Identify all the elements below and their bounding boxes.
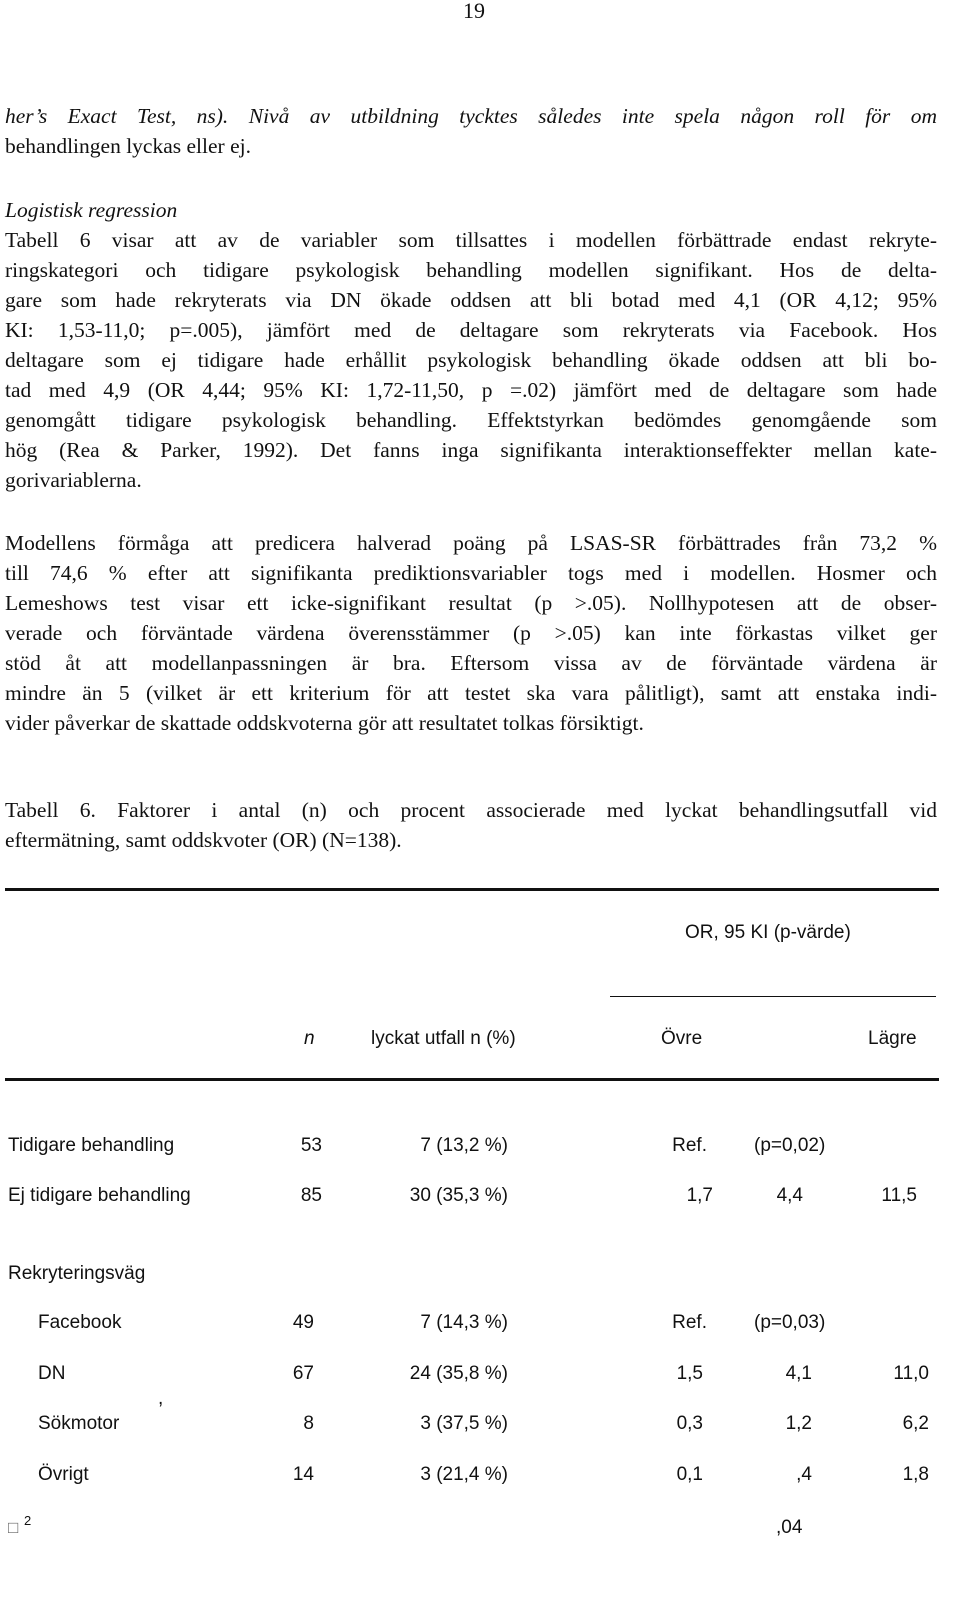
caption-line: eftermätning, samt oddskvoter (OR) (N=138). (5, 828, 402, 852)
cell-n: 8 (303, 1413, 314, 1434)
cell-lyckat: 24 (35,8 %) (409, 1363, 508, 1384)
cell-ovre: 1,2 (785, 1413, 812, 1434)
cell-n: 53 (300, 1135, 322, 1156)
cell-n: 67 (292, 1363, 314, 1384)
row-label: Ej tidigare behandling (8, 1185, 191, 1206)
page-number: 19 (463, 0, 485, 23)
paragraph-line: ringskategori och tidigare psykologisk behandling modellen signifikant. Hos de delta- (5, 258, 937, 282)
cell-or: 0,1 (676, 1464, 703, 1485)
cell-lyckat: 7 (14,3 %) (420, 1312, 508, 1333)
cell-or: 1,7 (686, 1185, 713, 1206)
chi-square-superscript: 2 (24, 1513, 32, 1528)
group-label: Rekryteringsväg (8, 1263, 146, 1284)
column-header-lyckat: lyckat utfall n (%) (371, 1028, 516, 1049)
cell-or: Ref. (672, 1135, 707, 1156)
paragraph-line: hög (Rea & Parker, 1992). Det fanns inga signifikanta interaktionseffekter mellan kate- (5, 438, 937, 462)
paragraph-line: tad med 4,9 (OR 4,44; 95% KI: 1,72-11,50, p =.02) jämfört med de deltagare som hade (5, 378, 937, 402)
cell-lagre: 1,8 (902, 1464, 929, 1485)
paragraph-line: vider påverkar de skattade oddskvoterna gör att resultatet tolkas försiktigt. (5, 711, 644, 735)
paragraph-line: KI: 1,53-11,0; p=.005), jämfört med de deltagare som rekryterats via Facebook. Hos (5, 318, 937, 342)
cell-ovre: ,4 (796, 1464, 812, 1485)
cell-lyckat: 30 (35,3 %) (409, 1185, 508, 1206)
cell-ovre: (p=0,02) (754, 1135, 826, 1156)
paragraph-line: verade och förväntade värdena överensstämmer (p >.05) kan inte förkastas vilket ger (5, 621, 937, 645)
paragraph-line: till 74,6 % efter att signifikanta prediktionsvariabler togs med i modellen. Hosmer och (5, 561, 937, 585)
or-group-header: OR, 95 KI (p-värde) (685, 922, 851, 943)
stray-comma: , (158, 1388, 164, 1409)
cell-ovre: (p=0,03) (754, 1312, 826, 1333)
cell-lagre: 11,0 (893, 1363, 929, 1384)
row-label: Övrigt (38, 1464, 89, 1485)
caption-line: Tabell 6. Faktorer i antal (n) och procent associerade med lyckat behandlingsutfall vid (5, 798, 937, 822)
paragraph-results (5, 225, 937, 495)
paragraph-line: Lemeshows test visar ett icke-signifikant resultat (p >.05). Nollhypotesen att de obser- (5, 591, 937, 615)
cell-or: Ref. (672, 1312, 707, 1333)
paragraph-line: genomgått tidigare psykologisk behandling. Effektstyrkan bedömdes genomgående som (5, 408, 937, 432)
cell-lyckat: 7 (13,2 %) (420, 1135, 508, 1156)
paragraph-intro (5, 101, 937, 161)
section-heading: Logistisk regression (5, 198, 178, 222)
paragraph-line: deltagare som ej tidigare hade erhållit psykologisk behandling ökade oddsen att bli bo- (5, 348, 937, 372)
table-caption (5, 795, 937, 855)
cell-n: 85 (300, 1185, 322, 1206)
row-label: Tidigare behandling (8, 1135, 175, 1156)
cell-lagre: 11,5 (881, 1185, 917, 1206)
paragraph-line: mindre än 5 (vilket är ett kriterium för att testet ska vara pålitligt), samt att enstaka indi- (5, 681, 937, 705)
paragraph-line: gorivariablerna. (5, 468, 142, 492)
chi-square-symbol-icon: □ (8, 1518, 19, 1537)
row-label: Facebook (38, 1312, 122, 1333)
cell-lyckat: 3 (37,5 %) (420, 1413, 508, 1434)
table-header-rule (5, 1078, 939, 1081)
paragraph-line: stöd åt att modellanpassningen är bra. Eftersom vissa av de förväntade värdena är (5, 651, 937, 675)
row-label: DN (38, 1363, 66, 1384)
paragraph-line: gare som hade rekryterats via DN ökade oddsen att bli botad med 4,1 (OR 4,12; 95% (5, 288, 937, 312)
cell-or: 1,5 (676, 1363, 703, 1384)
cell-or: 0,3 (676, 1413, 703, 1434)
paragraph-line: behandlingen lyckas eller ej. (5, 134, 251, 158)
paragraph-line: her’s Exact Test, ns). Nivå av utbildning tycktes således inte spela någon roll för om (5, 104, 937, 128)
row-label: Sökmotor (38, 1413, 120, 1434)
cell-ovre: 4,1 (785, 1363, 812, 1384)
column-header-ovre: Övre (661, 1028, 703, 1049)
cell-ovre: 4,4 (776, 1185, 803, 1206)
cell-lyckat: 3 (21,4 %) (420, 1464, 508, 1485)
cell-lagre: 6,2 (902, 1413, 929, 1434)
paragraph-model (5, 528, 937, 738)
column-header-lagre: Lägre (868, 1028, 917, 1049)
paragraph-line: Modellens förmåga att predicera halverad poäng på LSAS-SR förbättrades från 73,2 % (5, 531, 937, 555)
table-top-rule (5, 888, 939, 891)
column-header-n: n (304, 1028, 315, 1049)
cell-n: 14 (292, 1464, 314, 1485)
cell-n: 49 (292, 1312, 314, 1333)
chi-square-value: ,04 (776, 1517, 803, 1538)
or-group-rule (610, 996, 936, 997)
paragraph-line: Tabell 6 visar att av de variabler som tillsattes i modellen förbättrade endast rekryte- (5, 228, 937, 252)
